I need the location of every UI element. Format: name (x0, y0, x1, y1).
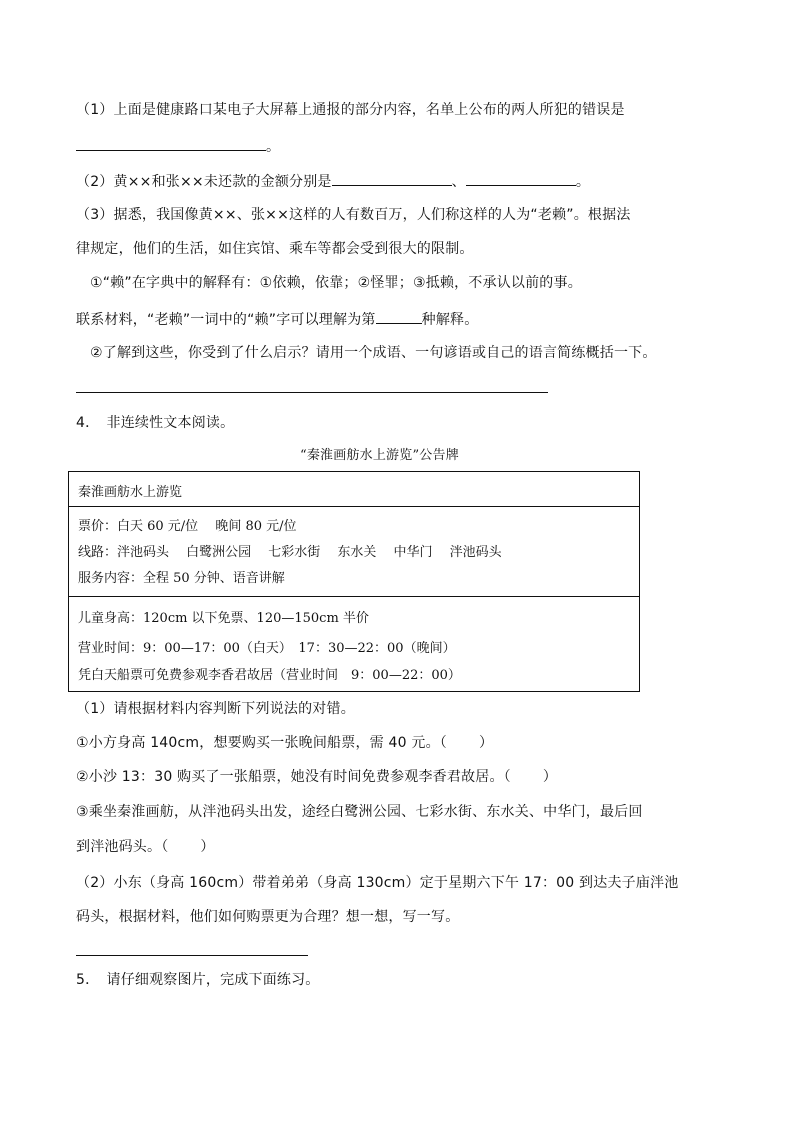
table-cell: 凭白天船票可免费参观李香君故居（营业时间 9：00—22：00） (78, 668, 461, 683)
table-cell: 服务内容：全程 50 分钟、语音讲解 (78, 571, 285, 586)
q3-part2-text: （2）黄××和张××未还款的金额分别是 (76, 174, 332, 190)
q3-sub1-ask-text: 联系材料，“老赖”一词中的“赖”字可以理解为第 (76, 312, 376, 328)
q4-item1-text: ①小方身高 140cm，想要购买一张晚间船票，需 40 元。（ (76, 735, 447, 751)
q3-part2-line (76, 171, 590, 191)
notice-title: “秦淮画舫水上游览”公告牌 (300, 448, 459, 463)
table-cell: 儿童身高：120cm 以下免票、120—150cm 半价 (78, 611, 369, 626)
q4-part2-line2: 码头，根据材料，他们如何购票更为合理？想一想，写一写。 (76, 909, 460, 925)
punctuation: 。 (575, 174, 591, 190)
table-row (69, 507, 639, 597)
q3-sub1-ask-end: 种解释。 (421, 312, 479, 328)
punctuation: 。 (266, 139, 281, 155)
q3-part3-line2: 律规定，他们的生活，如住宾馆、乘车等都会受到很大的限制。 (76, 241, 474, 257)
q4-item3-line2 (76, 838, 215, 856)
table-cell: 票价：白天 60 元/位 晚间 80 元/位 (78, 519, 297, 534)
table-cell: 线路：泮池码头 白鹭洲公园 七彩水街 东水关 中华门 泮池码头 (78, 545, 502, 560)
table-cell: 营业时间：9：00—17：00（白天） 17：30—22：00（晚间） (78, 641, 456, 656)
q4-item2-text: ②小沙 13：30 购买了一张船票，她没有时间免费参观李香君故居。（ (76, 769, 511, 785)
table-row (69, 597, 639, 691)
q4-item1 (76, 734, 493, 752)
table-row (69, 472, 639, 507)
q4-heading: 4． 非连续性文本阅读。 (76, 415, 235, 431)
paren-close: ） (478, 735, 494, 751)
q3-part3-line1: （3）据悉，我国像黄××、张××这样的人有数百万，人们称这样的人为“老赖”。根据法 (76, 207, 631, 223)
q3-part1-answer-line (76, 136, 280, 156)
answer-blank[interactable] (376, 309, 422, 324)
paren-close: ） (542, 769, 558, 785)
answer-line[interactable] (76, 392, 548, 393)
answer-blank[interactable] (332, 171, 452, 186)
answer-blank[interactable] (466, 171, 576, 186)
table-cell: 秦淮画舫水上游览 (78, 485, 183, 500)
q4-item3-line1: ③乘坐秦淮画舫，从泮池码头出发，途经白鹭洲公园、七彩水街、东水关、中华门，最后回 (76, 804, 643, 820)
q5-heading: 5． 请仔细观察图片，完成下面练习。 (76, 972, 320, 988)
q4-part2-line1: （2）小东（身高 160cm）带着弟弟（身高 130cm）定于星期六下午 17：00 到达夫子庙泮池 (76, 875, 679, 891)
q3-sub2-line: ②了解到这些，你受到了什么启示？请用一个成语、一句谚语或自己的语言简练概括一下。 (90, 345, 657, 361)
q3-sub1-ask-line (76, 309, 478, 329)
notice-table (68, 471, 640, 692)
separator: 、 (451, 174, 466, 190)
q4-item3-text: 到泮池码头。（ (76, 839, 169, 855)
q4-part1-line: （1）请根据材料内容判断下列说法的对错。 (76, 701, 355, 717)
q3-sub1-line: ①“赖”在字典中的解释有：①依赖，依靠；②怪罪；③抵赖，不承认以前的事。 (90, 275, 582, 291)
paren-close: ） (200, 839, 215, 855)
answer-blank[interactable] (76, 136, 266, 151)
q4-item2 (76, 768, 557, 786)
answer-line[interactable] (76, 955, 308, 956)
q3-part1-line: （1）上面是健康路口某电子大屏幕上通报的部分内容，名单上公布的两人所犯的错误是 (76, 102, 625, 118)
